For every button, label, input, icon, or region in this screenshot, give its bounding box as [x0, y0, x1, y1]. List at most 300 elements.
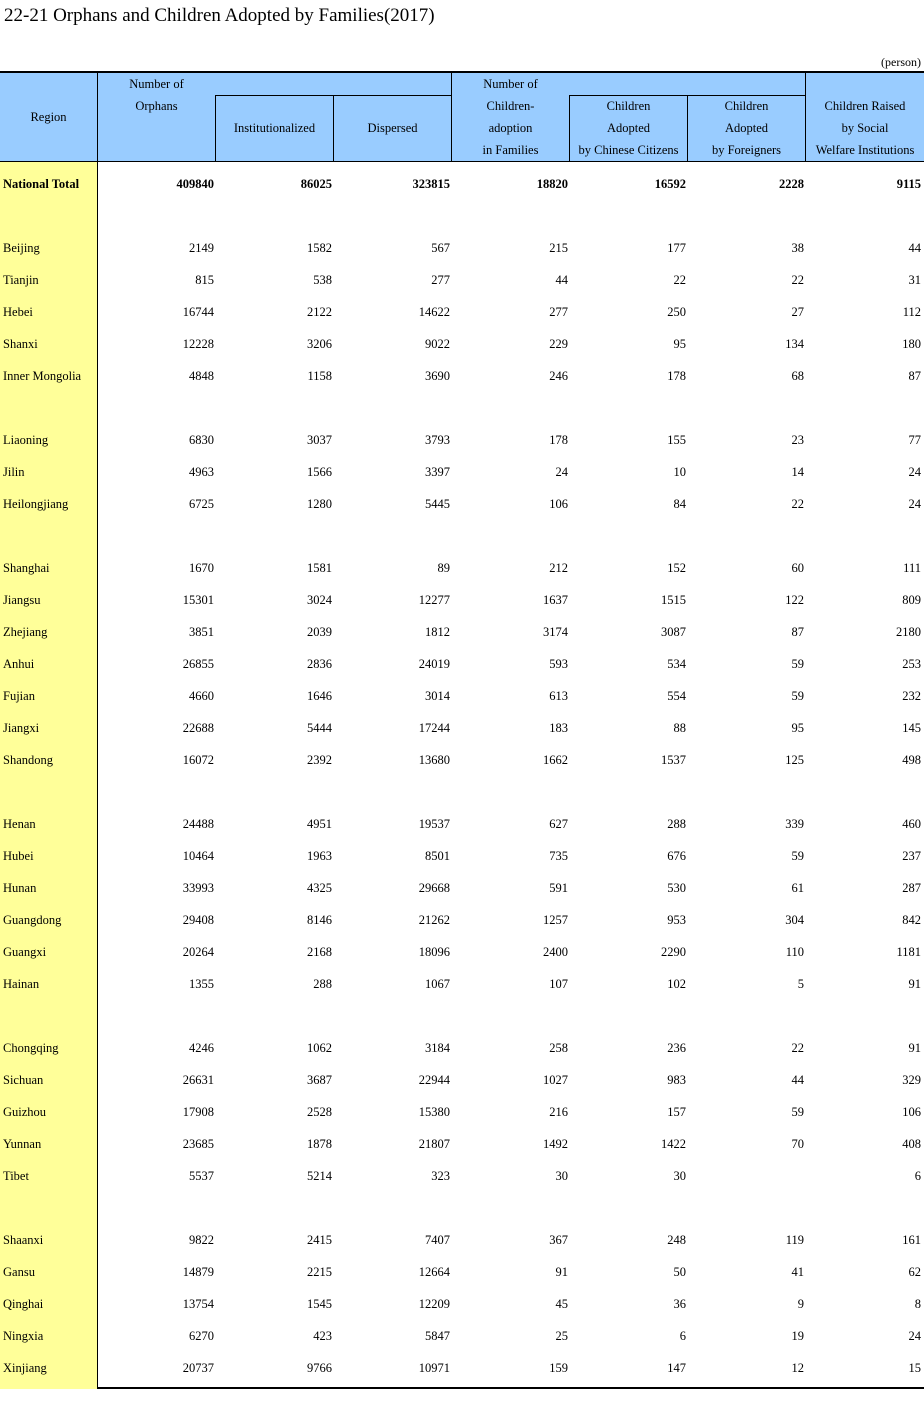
cell-value: 183: [549, 721, 568, 735]
region-name: Chongqing: [3, 1041, 59, 1055]
cell-value: 61: [791, 881, 804, 895]
cell-value: 17244: [418, 721, 450, 735]
cell-value: 232: [902, 689, 921, 703]
region-name: Jiangxi: [3, 721, 40, 735]
cell-value: 18096: [418, 945, 450, 959]
cell-value: 10: [673, 465, 686, 479]
cell-value: 16072: [182, 753, 214, 767]
cell-value: 157: [667, 1105, 686, 1119]
cell-value: 22: [791, 1041, 804, 1055]
cell-value: 24: [908, 497, 921, 511]
cell-value: 983: [667, 1073, 686, 1087]
table-row: [0, 589, 924, 611]
cell-value: 591: [549, 881, 568, 895]
cell-value: 2528: [307, 1105, 332, 1119]
cell-value: 567: [431, 241, 450, 255]
cell-value: 6830: [189, 433, 214, 447]
table-row: [0, 1069, 924, 1091]
header-region: Region: [30, 110, 67, 124]
cell-value: 367: [549, 1233, 568, 1247]
cell-value: 60: [791, 561, 804, 575]
cell-value: 3206: [307, 337, 332, 351]
cell-value: 9115: [896, 177, 921, 191]
unit-label: (person): [881, 55, 921, 69]
cell-value: 530: [667, 881, 686, 895]
cell-value: 1062: [307, 1041, 332, 1055]
cell-value: 534: [667, 657, 686, 671]
region-name: Hebei: [3, 305, 33, 319]
cell-value: 87: [791, 625, 804, 639]
cell-value: 7407: [425, 1233, 450, 1247]
cell-value: 1646: [307, 689, 332, 703]
region-name: Sichuan: [3, 1073, 44, 1087]
cell-value: 2180: [896, 625, 921, 639]
cell-value: 3174: [543, 625, 568, 639]
cell-value: 106: [902, 1105, 921, 1119]
cell-value: 20264: [182, 945, 214, 959]
cell-value: 20737: [182, 1361, 214, 1375]
header-orphans-2: Orphans: [135, 99, 178, 113]
cell-value: 44: [908, 241, 921, 255]
cell-value: 1158: [307, 369, 332, 383]
cell-value: 178: [667, 369, 686, 383]
table-row: [0, 1357, 924, 1379]
cell-value: 22: [791, 273, 804, 287]
cell-value: 13680: [418, 753, 450, 767]
cell-value: 323815: [412, 177, 450, 191]
region-name: Guizhou: [3, 1105, 47, 1119]
cell-value: 212: [549, 561, 568, 575]
table-row: [0, 653, 924, 675]
cell-value: 24488: [182, 817, 214, 831]
cell-value: 236: [667, 1041, 686, 1055]
region-name: Tianjin: [3, 273, 39, 287]
cell-value: 5847: [425, 1329, 450, 1343]
header-by-foreigners-1: Children: [724, 99, 769, 113]
region-name: Guangdong: [3, 913, 62, 927]
cell-value: 24: [908, 1329, 921, 1343]
cell-value: 1492: [543, 1137, 568, 1151]
table-row: [0, 173, 924, 195]
cell-value: 12277: [418, 593, 450, 607]
cell-value: 91: [555, 1265, 568, 1279]
cell-value: 152: [667, 561, 686, 575]
cell-value: 95: [673, 337, 686, 351]
cell-value: 287: [902, 881, 921, 895]
cell-value: 59: [791, 849, 804, 863]
cell-value: 70: [791, 1137, 804, 1151]
region-name: Heilongjiang: [3, 497, 69, 511]
cell-value: 2290: [661, 945, 686, 959]
region-name: Hainan: [3, 977, 40, 991]
region-name: Qinghai: [3, 1297, 44, 1311]
cell-value: 1878: [307, 1137, 332, 1151]
cell-value: 1422: [661, 1137, 686, 1151]
cell-value: 4848: [189, 369, 214, 383]
cell-value: 1067: [425, 977, 450, 991]
cell-value: 408: [902, 1137, 921, 1151]
table-row: [0, 493, 924, 515]
cell-value: 44: [555, 273, 568, 287]
header-raised-1: Children Raised: [824, 99, 906, 113]
cell-value: 2392: [307, 753, 332, 767]
cell-value: 15380: [418, 1105, 450, 1119]
cell-value: 59: [791, 657, 804, 671]
cell-value: 8501: [425, 849, 450, 863]
cell-value: 16744: [182, 305, 214, 319]
cell-value: 88: [673, 721, 686, 735]
table-row: [0, 973, 924, 995]
cell-value: 1537: [661, 753, 686, 767]
cell-value: 21807: [418, 1137, 450, 1151]
cell-value: 5214: [307, 1169, 332, 1183]
cell-value: 24019: [418, 657, 450, 671]
table-row: [0, 813, 924, 835]
region-name: Ningxia: [3, 1329, 44, 1343]
region-name: Shanxi: [3, 337, 38, 351]
cell-value: 25: [555, 1329, 568, 1343]
cell-value: 423: [313, 1329, 332, 1343]
cell-value: 3793: [425, 433, 450, 447]
cell-value: 50: [673, 1265, 686, 1279]
cell-value: 36: [673, 1297, 686, 1311]
table-row: [0, 1229, 924, 1251]
cell-value: 62: [908, 1265, 921, 1279]
cell-value: 68: [791, 369, 804, 383]
cell-value: 253: [902, 657, 921, 671]
cell-value: 4660: [189, 689, 214, 703]
cell-value: 110: [785, 945, 804, 959]
region-name: Shandong: [3, 753, 53, 767]
region-name: Fujian: [3, 689, 35, 703]
cell-value: 3024: [307, 593, 332, 607]
cell-value: 277: [431, 273, 450, 287]
table-row: [0, 365, 924, 387]
cell-value: 86025: [300, 177, 332, 191]
cell-value: 95: [791, 721, 804, 735]
cell-value: 14: [791, 465, 804, 479]
cell-value: 89: [437, 561, 450, 575]
cell-value: 277: [549, 305, 568, 319]
header-by-chinese-2: Adopted: [606, 121, 651, 135]
cell-value: 6270: [189, 1329, 214, 1343]
region-name: Beijing: [3, 241, 40, 255]
cell-value: 323: [431, 1169, 450, 1183]
cell-value: 91: [908, 977, 921, 991]
cell-value: 627: [549, 817, 568, 831]
cell-value: 24: [908, 465, 921, 479]
cell-value: 6: [679, 1329, 686, 1343]
cell-value: 147: [667, 1361, 686, 1375]
cell-value: 1027: [543, 1073, 568, 1087]
cell-value: 216: [549, 1105, 568, 1119]
cell-value: 460: [902, 817, 921, 831]
cell-value: 161: [902, 1233, 921, 1247]
cell-value: 3687: [307, 1073, 332, 1087]
cell-value: 134: [785, 337, 804, 351]
region-name: Jiangsu: [3, 593, 41, 607]
cell-value: 45: [555, 1297, 568, 1311]
cell-value: 87: [908, 369, 921, 383]
cell-value: 5444: [307, 721, 332, 735]
cell-value: 1812: [425, 625, 450, 639]
cell-value: 237: [902, 849, 921, 863]
cell-value: 6725: [189, 497, 214, 511]
cell-value: 23685: [182, 1137, 214, 1151]
cell-value: 22688: [182, 721, 214, 735]
cell-value: 953: [667, 913, 686, 927]
cell-value: 815: [195, 273, 214, 287]
cell-value: 59: [791, 1105, 804, 1119]
cell-value: 5537: [189, 1169, 214, 1183]
table-row: [0, 749, 924, 771]
table-row: [0, 621, 924, 643]
table-row: [0, 301, 924, 323]
cell-value: 229: [549, 337, 568, 351]
cell-value: 250: [667, 305, 686, 319]
cell-value: 288: [313, 977, 332, 991]
header-by-foreigners-2: Adopted: [724, 121, 769, 135]
cell-value: 24: [555, 465, 568, 479]
cell-value: 1581: [307, 561, 332, 575]
region-name: Xinjiang: [3, 1361, 47, 1375]
cell-value: 23: [791, 433, 804, 447]
cell-value: 5: [797, 977, 804, 991]
cell-value: 19: [791, 1329, 804, 1343]
cell-value: 84: [673, 497, 686, 511]
cell-value: 41: [791, 1265, 804, 1279]
cell-value: 22: [673, 273, 686, 287]
cell-value: 3037: [307, 433, 332, 447]
cell-value: 3851: [189, 625, 214, 639]
cell-value: 6: [914, 1169, 921, 1183]
page-title: 22-21 Orphans and Children Adopted by Families(2017): [4, 5, 435, 26]
cell-value: 14622: [418, 305, 450, 319]
cell-value: 16592: [654, 177, 686, 191]
cell-value: 246: [549, 369, 568, 383]
cell-value: 12228: [182, 337, 214, 351]
cell-value: 4963: [189, 465, 214, 479]
cell-value: 26855: [182, 657, 214, 671]
cell-value: 12209: [418, 1297, 450, 1311]
cell-value: 1582: [307, 241, 332, 255]
cell-value: 8146: [307, 913, 332, 927]
cell-value: 125: [785, 753, 804, 767]
cell-value: 1280: [307, 497, 332, 511]
cell-value: 2215: [307, 1265, 332, 1279]
cell-value: 9: [797, 1297, 804, 1311]
cell-value: 3014: [425, 689, 450, 703]
table-row: [0, 269, 924, 291]
cell-value: 2836: [307, 657, 332, 671]
cell-value: 106: [549, 497, 568, 511]
table-row: [0, 1037, 924, 1059]
cell-value: 809: [902, 593, 921, 607]
region-name: Yunnan: [3, 1137, 42, 1151]
cell-value: 842: [902, 913, 921, 927]
cell-value: 409840: [176, 177, 214, 191]
table-row: [0, 237, 924, 259]
cell-value: 215: [549, 241, 568, 255]
cell-value: 613: [549, 689, 568, 703]
region-name: Anhui: [3, 657, 35, 671]
table-row: [0, 717, 924, 739]
cell-value: 21262: [418, 913, 450, 927]
header-adoption-4: in Families: [482, 143, 539, 157]
cell-value: 2415: [307, 1233, 332, 1247]
cell-value: 29668: [418, 881, 450, 895]
header-raised-3: Welfare Institutions: [815, 143, 915, 157]
region-name: Liaoning: [3, 433, 49, 447]
cell-value: 38: [791, 241, 804, 255]
cell-value: 4246: [189, 1041, 214, 1055]
cell-value: 676: [667, 849, 686, 863]
cell-value: 27: [791, 305, 804, 319]
cell-value: 13754: [182, 1297, 214, 1311]
table-row: [0, 1165, 924, 1187]
cell-value: 1637: [543, 593, 568, 607]
region-name: Zhejiang: [3, 625, 48, 639]
cell-value: 102: [667, 977, 686, 991]
header-by-chinese-3: by Chinese Citizens: [578, 143, 679, 157]
data-table: [0, 71, 924, 1389]
cell-value: 248: [667, 1233, 686, 1247]
header-dispersed: Dispersed: [367, 121, 418, 135]
cell-value: 111: [903, 561, 921, 575]
region-name: Jilin: [3, 465, 25, 479]
header-adoption-2: Children-: [486, 99, 535, 113]
cell-value: 10464: [182, 849, 214, 863]
header-adoption-3: adoption: [488, 121, 533, 135]
region-name: Henan: [3, 817, 36, 831]
cell-value: 9022: [425, 337, 450, 351]
cell-value: 17908: [182, 1105, 214, 1119]
table-row: [0, 1293, 924, 1315]
header-raised-2: by Social: [841, 121, 889, 135]
header-by-foreigners-3: by Foreigners: [711, 143, 782, 157]
cell-value: 59: [791, 689, 804, 703]
cell-value: 31: [908, 273, 921, 287]
cell-value: 2168: [307, 945, 332, 959]
cell-value: 159: [549, 1361, 568, 1375]
cell-value: 1355: [189, 977, 214, 991]
cell-value: 122: [785, 593, 804, 607]
cell-value: 2400: [543, 945, 568, 959]
cell-value: 33993: [182, 881, 214, 895]
table-row: [0, 1261, 924, 1283]
cell-value: 10971: [418, 1361, 450, 1375]
cell-value: 329: [902, 1073, 921, 1087]
cell-value: 1545: [307, 1297, 332, 1311]
table-row: [0, 429, 924, 451]
cell-value: 30: [555, 1169, 568, 1183]
cell-value: 2228: [779, 177, 804, 191]
region-name: Shaanxi: [3, 1233, 44, 1247]
table-row: [0, 1101, 924, 1123]
cell-value: 178: [549, 433, 568, 447]
cell-value: 22: [791, 497, 804, 511]
cell-value: 22944: [418, 1073, 450, 1087]
cell-value: 8: [914, 1297, 921, 1311]
cell-value: 498: [902, 753, 921, 767]
cell-value: 1515: [661, 593, 686, 607]
table-row: [0, 941, 924, 963]
cell-value: 288: [667, 817, 686, 831]
header-institutionalized: Institutionalized: [233, 121, 316, 135]
cell-value: 3690: [425, 369, 450, 383]
cell-value: 145: [902, 721, 921, 735]
cell-value: 1662: [543, 753, 568, 767]
table-row: [0, 1133, 924, 1155]
cell-value: 15: [908, 1361, 921, 1375]
cell-value: 554: [667, 689, 686, 703]
cell-value: 3397: [425, 465, 450, 479]
cell-value: 15301: [182, 593, 214, 607]
region-name: National Total: [3, 177, 80, 191]
region-name: Tibet: [3, 1169, 29, 1183]
region-name: Hubei: [3, 849, 34, 863]
cell-value: 19537: [418, 817, 450, 831]
cell-value: 4951: [307, 817, 332, 831]
cell-value: 9766: [307, 1361, 332, 1375]
cell-value: 180: [902, 337, 921, 351]
cell-value: 1181: [896, 945, 921, 959]
cell-value: 3087: [661, 625, 686, 639]
cell-value: 5445: [425, 497, 450, 511]
region-name: Inner Mongolia: [3, 369, 82, 383]
cell-value: 593: [549, 657, 568, 671]
region-name: Gansu: [3, 1265, 35, 1279]
header-adoption-1: Number of: [483, 77, 538, 91]
cell-value: 107: [549, 977, 568, 991]
table-header: [0, 73, 924, 162]
cell-value: 9822: [189, 1233, 214, 1247]
table-row: [0, 557, 924, 579]
region-name: Shanghai: [3, 561, 50, 575]
cell-value: 77: [908, 433, 921, 447]
cell-value: 1670: [189, 561, 214, 575]
table-row: [0, 909, 924, 931]
region-name: Hunan: [3, 881, 37, 895]
header-orphans-1: Number of: [129, 77, 184, 91]
cell-value: 2122: [307, 305, 332, 319]
cell-value: 4325: [307, 881, 332, 895]
cell-value: 2149: [189, 241, 214, 255]
region-name: Guangxi: [3, 945, 47, 959]
cell-value: 112: [902, 305, 921, 319]
cell-value: 3184: [425, 1041, 450, 1055]
cell-value: 1566: [307, 465, 332, 479]
cell-value: 177: [667, 241, 686, 255]
table-row: [0, 333, 924, 355]
cell-value: 538: [313, 273, 332, 287]
cell-value: 155: [667, 433, 686, 447]
table-row: [0, 845, 924, 867]
table-row: [0, 1325, 924, 1347]
cell-value: 14879: [182, 1265, 214, 1279]
cell-value: 44: [791, 1073, 804, 1087]
cell-value: 12: [791, 1361, 804, 1375]
cell-value: 2039: [307, 625, 332, 639]
table-row: [0, 877, 924, 899]
cell-value: 18820: [536, 177, 568, 191]
header-by-chinese-1: Children: [606, 99, 651, 113]
cell-value: 339: [785, 817, 804, 831]
cell-value: 1257: [543, 913, 568, 927]
cell-value: 30: [673, 1169, 686, 1183]
cell-value: 26631: [182, 1073, 214, 1087]
cell-value: 1963: [307, 849, 332, 863]
